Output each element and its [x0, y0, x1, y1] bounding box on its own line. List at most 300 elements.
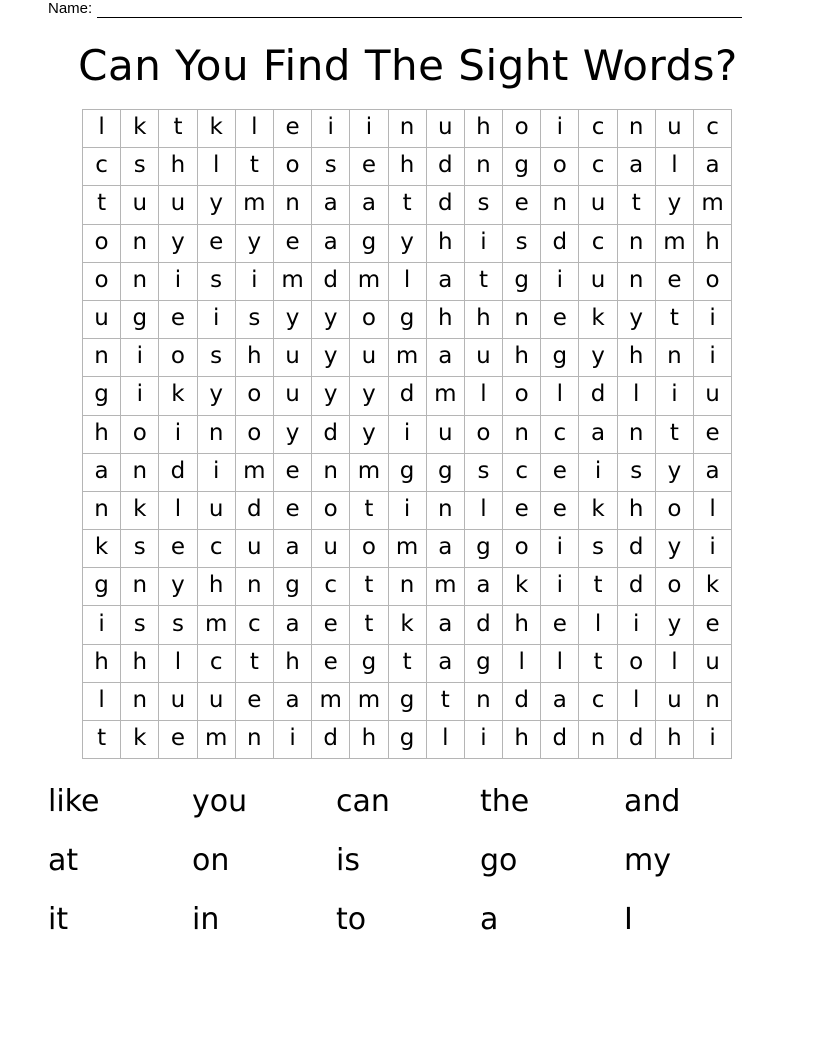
grid-cell: e [274, 225, 312, 263]
grid-cell: u [579, 186, 617, 224]
word-bank-item: can [336, 784, 390, 819]
grid-cell: e [159, 301, 197, 339]
grid-cell: d [312, 721, 350, 759]
grid-cell: i [312, 110, 350, 148]
grid-cell: m [198, 606, 236, 644]
grid-cell: s [121, 148, 159, 186]
grid-cell: a [274, 683, 312, 721]
grid-cell: e [503, 186, 541, 224]
grid-cell: y [159, 568, 197, 606]
grid-cell: o [312, 492, 350, 530]
grid-cell: t [159, 110, 197, 148]
grid-cell: t [350, 606, 388, 644]
grid-cell: h [618, 492, 656, 530]
grid-cell: m [312, 683, 350, 721]
grid-cell: n [389, 110, 427, 148]
grid-cell: o [236, 377, 274, 415]
grid-cell: t [350, 492, 388, 530]
grid-cell: i [350, 110, 388, 148]
grid-cell: m [427, 568, 465, 606]
grid-cell: l [83, 683, 121, 721]
grid-cell: l [389, 263, 427, 301]
grid-cell: g [503, 148, 541, 186]
name-write-line [97, 3, 742, 18]
grid-cell: n [389, 568, 427, 606]
grid-cell: k [159, 377, 197, 415]
grid-cell: m [427, 377, 465, 415]
grid-cell: d [312, 263, 350, 301]
grid-cell: g [465, 530, 503, 568]
grid-cell: d [465, 606, 503, 644]
grid-cell: h [389, 148, 427, 186]
grid-cell: i [541, 530, 579, 568]
grid-cell: t [465, 263, 503, 301]
grid-cell: i [236, 263, 274, 301]
grid-cell: m [350, 683, 388, 721]
grid-cell: i [274, 721, 312, 759]
grid-cell: a [427, 339, 465, 377]
grid-cell: i [121, 377, 159, 415]
grid-cell: d [503, 683, 541, 721]
word-bank-item: to [336, 902, 367, 937]
grid-cell: i [83, 606, 121, 644]
grid-cell: e [656, 263, 694, 301]
grid-cell: d [427, 186, 465, 224]
grid-cell: o [83, 263, 121, 301]
word-bank-item: my [624, 843, 671, 878]
grid-cell: u [198, 683, 236, 721]
grid-cell: c [198, 645, 236, 683]
grid-cell: y [656, 530, 694, 568]
grid-cell: l [541, 645, 579, 683]
grid-cell: h [427, 301, 465, 339]
grid-cell: t [427, 683, 465, 721]
grid-cell: c [579, 683, 617, 721]
grid-cell: t [656, 301, 694, 339]
grid-cell: i [121, 339, 159, 377]
grid-cell: a [579, 416, 617, 454]
grid-cell: m [350, 263, 388, 301]
grid-cell: y [312, 377, 350, 415]
grid-cell: u [236, 530, 274, 568]
grid-cell: o [350, 530, 388, 568]
grid-cell: i [198, 301, 236, 339]
grid-cell: h [503, 606, 541, 644]
grid-cell: i [579, 454, 617, 492]
grid-cell: l [465, 377, 503, 415]
grid-cell: d [389, 377, 427, 415]
grid-cell: t [83, 721, 121, 759]
grid-cell: o [503, 110, 541, 148]
grid-cell: e [503, 492, 541, 530]
grid-cell: h [656, 721, 694, 759]
grid-cell: a [274, 530, 312, 568]
grid-cell: s [618, 454, 656, 492]
grid-cell: h [694, 225, 732, 263]
grid-cell: s [465, 454, 503, 492]
grid-cell: t [579, 568, 617, 606]
grid-cell: m [656, 225, 694, 263]
grid-cell: o [618, 645, 656, 683]
grid-cell: a [427, 645, 465, 683]
grid-cell: m [389, 339, 427, 377]
grid-cell: h [427, 225, 465, 263]
grid-cell: k [121, 721, 159, 759]
grid-cell: e [312, 645, 350, 683]
word-bank-item: it [48, 902, 69, 937]
word-bank-item: is [336, 843, 360, 878]
grid-cell: n [236, 721, 274, 759]
grid-cell: i [159, 263, 197, 301]
grid-cell: g [83, 568, 121, 606]
grid-cell: o [159, 339, 197, 377]
grid-cell: h [350, 721, 388, 759]
grid-cell: s [579, 530, 617, 568]
grid-cell: a [83, 454, 121, 492]
grid-cell: t [236, 645, 274, 683]
grid-cell: n [618, 416, 656, 454]
grid-cell: c [236, 606, 274, 644]
grid-cell: o [236, 416, 274, 454]
grid-cell: t [389, 186, 427, 224]
grid-cell: u [694, 377, 732, 415]
grid-cell: u [579, 263, 617, 301]
grid-cell: o [503, 377, 541, 415]
grid-cell: n [694, 683, 732, 721]
grid-cell: d [579, 377, 617, 415]
grid-cell: c [312, 568, 350, 606]
grid-cell: k [121, 492, 159, 530]
grid-cell: u [427, 110, 465, 148]
grid-cell: u [350, 339, 388, 377]
grid-cell: n [83, 492, 121, 530]
grid-cell: e [694, 606, 732, 644]
grid-cell: t [618, 186, 656, 224]
grid-cell: y [236, 225, 274, 263]
grid-cell: g [541, 339, 579, 377]
grid-cell: m [198, 721, 236, 759]
grid-cell: l [198, 148, 236, 186]
grid-cell: s [312, 148, 350, 186]
grid-cell: l [465, 492, 503, 530]
grid-cell: l [579, 606, 617, 644]
grid-cell: i [541, 263, 579, 301]
grid-cell: g [389, 683, 427, 721]
grid-cell: u [656, 683, 694, 721]
grid-cell: e [274, 110, 312, 148]
grid-cell: n [121, 683, 159, 721]
word-bank-item: like [48, 784, 100, 819]
grid-cell: d [236, 492, 274, 530]
grid-cell: m [350, 454, 388, 492]
grid-cell: n [274, 186, 312, 224]
grid-cell: y [350, 416, 388, 454]
grid-cell: h [121, 645, 159, 683]
word-bank [48, 776, 768, 953]
grid-cell: o [465, 416, 503, 454]
grid-cell: l [159, 492, 197, 530]
grid-cell: y [656, 454, 694, 492]
grid-cell: l [656, 148, 694, 186]
grid-cell: a [541, 683, 579, 721]
grid-cell: h [465, 301, 503, 339]
grid-cell: i [694, 339, 732, 377]
grid-cell: n [618, 225, 656, 263]
grid-cell: t [656, 416, 694, 454]
grid-cell: c [83, 148, 121, 186]
grid-cell: i [694, 721, 732, 759]
grid-cell: g [121, 301, 159, 339]
grid-cell: c [198, 530, 236, 568]
grid-cell: n [541, 186, 579, 224]
grid-cell: n [121, 225, 159, 263]
grid-cell: c [579, 225, 617, 263]
grid-cell: n [83, 339, 121, 377]
grid-cell: h [83, 645, 121, 683]
grid-cell: n [618, 263, 656, 301]
grid-cell: i [198, 454, 236, 492]
grid-cell: a [427, 263, 465, 301]
grid-cell: y [159, 225, 197, 263]
grid-cell: n [579, 721, 617, 759]
grid-cell: s [198, 263, 236, 301]
grid-cell: t [236, 148, 274, 186]
grid-cell: s [236, 301, 274, 339]
grid-cell: i [465, 225, 503, 263]
grid-cell: h [465, 110, 503, 148]
word-bank-item: you [192, 784, 248, 819]
grid-cell: a [427, 606, 465, 644]
grid-cell: a [694, 148, 732, 186]
grid-cell: n [236, 568, 274, 606]
grid-cell: c [694, 110, 732, 148]
grid-cell: h [503, 721, 541, 759]
grid-cell: o [83, 225, 121, 263]
grid-cell: l [656, 645, 694, 683]
grid-cell: i [159, 416, 197, 454]
name-field [48, 0, 742, 18]
grid-cell: h [618, 339, 656, 377]
grid-cell: k [198, 110, 236, 148]
grid-cell: u [159, 683, 197, 721]
grid-cell: e [541, 301, 579, 339]
grid-cell: y [274, 416, 312, 454]
page-title: Can You Find The Sight Words? [78, 41, 738, 90]
grid-cell: e [312, 606, 350, 644]
grid-cell: d [541, 721, 579, 759]
grid-cell: l [618, 377, 656, 415]
grid-cell: o [350, 301, 388, 339]
grid-cell: d [159, 454, 197, 492]
grid-cell: d [618, 721, 656, 759]
grid-cell: h [83, 416, 121, 454]
grid-cell: e [159, 721, 197, 759]
grid-cell: g [389, 301, 427, 339]
grid-cell: y [656, 186, 694, 224]
grid-cell: e [541, 492, 579, 530]
grid-cell: c [579, 110, 617, 148]
grid-cell: n [503, 416, 541, 454]
grid-cell: y [579, 339, 617, 377]
grid-cell: a [427, 530, 465, 568]
grid-cell: n [618, 110, 656, 148]
grid-cell: d [618, 568, 656, 606]
grid-cell: s [198, 339, 236, 377]
grid-cell: e [274, 454, 312, 492]
grid-cell: o [503, 530, 541, 568]
grid-cell: u [198, 492, 236, 530]
grid-cell: a [618, 148, 656, 186]
grid-cell: k [579, 492, 617, 530]
word-bank-item: a [480, 902, 499, 937]
grid-cell: u [465, 339, 503, 377]
grid-cell: d [618, 530, 656, 568]
grid-cell: t [83, 186, 121, 224]
grid-cell: g [350, 225, 388, 263]
grid-cell: a [694, 454, 732, 492]
grid-cell: e [198, 225, 236, 263]
grid-cell: n [198, 416, 236, 454]
grid-cell: i [656, 377, 694, 415]
grid-cell: l [236, 110, 274, 148]
grid-cell: s [465, 186, 503, 224]
grid-cell: u [427, 416, 465, 454]
grid-cell: y [350, 377, 388, 415]
grid-cell: h [274, 645, 312, 683]
grid-cell: e [541, 606, 579, 644]
grid-cell: a [465, 568, 503, 606]
grid-cell: k [83, 530, 121, 568]
grid-cell: n [465, 683, 503, 721]
grid-cell: h [198, 568, 236, 606]
grid-cell: e [694, 416, 732, 454]
word-search-grid [82, 109, 732, 759]
word-bank-item: the [480, 784, 530, 819]
grid-cell: y [656, 606, 694, 644]
grid-cell: t [389, 645, 427, 683]
grid-cell: g [83, 377, 121, 415]
grid-cell: y [618, 301, 656, 339]
grid-cell: i [389, 416, 427, 454]
grid-cell: y [389, 225, 427, 263]
word-bank-item: at [48, 843, 79, 878]
grid-cell: d [312, 416, 350, 454]
grid-cell: s [159, 606, 197, 644]
grid-cell: g [503, 263, 541, 301]
grid-cell: g [274, 568, 312, 606]
grid-cell: t [579, 645, 617, 683]
grid-cell: a [312, 186, 350, 224]
grid-cell: u [274, 339, 312, 377]
grid-cell: s [121, 606, 159, 644]
grid-cell: g [389, 454, 427, 492]
grid-cell: k [503, 568, 541, 606]
grid-cell: n [121, 568, 159, 606]
grid-cell: i [389, 492, 427, 530]
grid-cell: o [274, 148, 312, 186]
grid-cell: e [274, 492, 312, 530]
grid-cell: h [159, 148, 197, 186]
grid-cell: d [427, 148, 465, 186]
grid-cell: u [83, 301, 121, 339]
grid-cell: n [427, 492, 465, 530]
grid-cell: n [656, 339, 694, 377]
grid-cell: y [198, 377, 236, 415]
grid-cell: k [579, 301, 617, 339]
grid-cell: y [312, 339, 350, 377]
grid-cell: m [236, 454, 274, 492]
grid-cell: g [389, 721, 427, 759]
grid-cell: l [694, 492, 732, 530]
grid-cell: u [274, 377, 312, 415]
word-bank-item: I [624, 902, 633, 937]
grid-cell: n [465, 148, 503, 186]
grid-cell: l [503, 645, 541, 683]
grid-cell: i [541, 110, 579, 148]
grid-cell: o [656, 568, 694, 606]
grid-cell: n [121, 263, 159, 301]
grid-cell: e [541, 454, 579, 492]
grid-cell: y [312, 301, 350, 339]
grid-cell: c [503, 454, 541, 492]
word-bank-item: and [624, 784, 681, 819]
grid-cell: c [579, 148, 617, 186]
grid-cell: u [312, 530, 350, 568]
grid-cell: i [465, 721, 503, 759]
grid-cell: c [541, 416, 579, 454]
grid-cell: a [350, 186, 388, 224]
grid-cell: g [350, 645, 388, 683]
grid-cell: k [694, 568, 732, 606]
name-label: Name: [48, 0, 93, 17]
grid-cell: d [541, 225, 579, 263]
grid-cell: l [541, 377, 579, 415]
grid-cell: n [503, 301, 541, 339]
grid-cell: i [541, 568, 579, 606]
grid-cell: e [236, 683, 274, 721]
grid-cell: l [618, 683, 656, 721]
grid-cell: u [694, 645, 732, 683]
grid-cell: o [694, 263, 732, 301]
grid-cell: o [541, 148, 579, 186]
grid-cell: m [236, 186, 274, 224]
grid-cell: i [694, 301, 732, 339]
grid-cell: a [312, 225, 350, 263]
grid-cell: t [350, 568, 388, 606]
grid-cell: u [656, 110, 694, 148]
grid-cell: k [121, 110, 159, 148]
grid-cell: h [503, 339, 541, 377]
grid-cell: s [121, 530, 159, 568]
grid-cell: m [694, 186, 732, 224]
grid-cell: a [274, 606, 312, 644]
grid-cell: l [427, 721, 465, 759]
grid-cell: o [656, 492, 694, 530]
grid-cell: g [465, 645, 503, 683]
grid-cell: e [159, 530, 197, 568]
grid-cell: m [389, 530, 427, 568]
grid-cell: s [503, 225, 541, 263]
grid-cell: g [427, 454, 465, 492]
grid-cell: n [121, 454, 159, 492]
grid-cell: u [159, 186, 197, 224]
grid-cell: e [350, 148, 388, 186]
grid-cell: u [121, 186, 159, 224]
grid-cell: i [618, 606, 656, 644]
word-bank-item: in [192, 902, 220, 937]
grid-cell: l [159, 645, 197, 683]
word-bank-item: go [480, 843, 518, 878]
